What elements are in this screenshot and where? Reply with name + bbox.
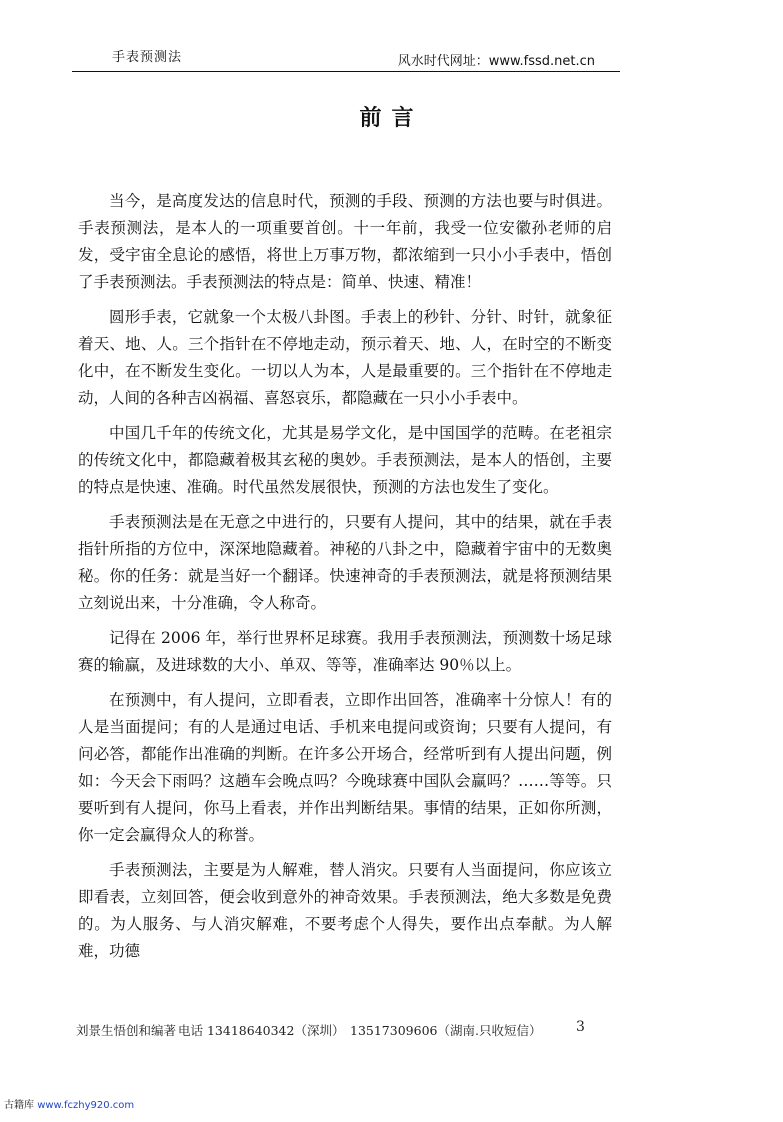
paragraph-5: 记得在 2006 年，举行世界杯足球赛。我用手表预测法，预测数十场足球赛的输赢，及进球数的大小、单双、等等，准确率达 90％以上。 (78, 629, 612, 674)
paragraph-6: 在预测中，有人提问，立即看表，立即作出回答，准确率十分惊人！有的人是当面提问；有的人是通过电话、手机来电提问或资询；只要有人提问，有问必答，都能作出准确的判断。在许多公开场合，经常听到有人提出问题，例如：今天会下雨吗？这趟车会晚点吗？今晚球赛中国队会赢吗？……等等。只要听到有人提问，你马上看表，并作出判断结果。事情的结果，正如你所测，你一定会赢得众人的称誉。 (78, 691, 612, 844)
watermark-label: 古籍库 (4, 1100, 34, 1111)
footer-phone-hunan: 13517309606（湖南.只收短信） (350, 1023, 542, 1038)
watermark-url: www.fczhy920.com (37, 1100, 135, 1111)
footer-phone-shenzhen: 电话 13418640342（深圳） (178, 1023, 345, 1038)
header-website-label: 风水时代网址： (397, 54, 489, 69)
footer-author: 刘景生悟创和编著 (76, 1023, 177, 1038)
header-website (398, 50, 595, 69)
source-watermark (4, 1096, 134, 1111)
header-book-title: 手表预测法 (112, 50, 183, 65)
paragraph-4: 手表预测法是在无意之中进行的，只要有人提问，其中的结果，就在手表指针所指的方位中，深深地隐藏着。神秘的八卦之中，隐藏着宇宙中的无数奥秘。你的任务：就是当好一个翻译。快速神奇的手表预测法，就是将预测结果立刻说出来，十分准确，令人称奇。 (78, 513, 612, 612)
header-website-url: www.fssd.net.cn (488, 54, 595, 69)
paragraph-7: 手表预测法，主要是为人解难，替人消灾。只要有人当面提问，你应该立即看表，立刻回答，便会收到意外的神奇效果。手表预测法，绝大多数是免费的。为人服务、与人消灾解难，不要考虑个人得失，要作出点奉献。为人解难，功德 (78, 861, 612, 960)
page-title: 前言 (359, 105, 424, 131)
header-divider (72, 71, 620, 72)
body-text (78, 188, 612, 973)
page-number: 3 (576, 1019, 585, 1035)
paragraph-1: 当今，是高度发达的信息时代，预测的手段、预测的方法也要与时俱进。手表预测法，是本人的一项重要首创。十一年前，我受一位安徽孙老师的启发，受宇宙全息论的感悟，将世上万事万物，都浓缩到一只小小手表中，悟创了手表预测法。手表预测法的特点是：简单、快速、精准！ (78, 192, 612, 291)
paragraph-2: 圆形手表，它就象一个太极八卦图。手表上的秒针、分针、时针，就象征着天、地、人。三个指针在不停地走动，预示着天、地、人，在时空的不断变化中，在不断发生变化。一切以人为本，人是最重要的。三个指针在不停地走动，人间的各种吉凶祸福、喜怒哀乐，都隐藏在一只小小手表中。 (78, 308, 612, 407)
paragraph-3: 中国几千年的传统文化，尤其是易学文化，是中国国学的范畴。在老祖宗的传统文化中，都隐藏着极其玄秘的奥妙。手表预测法，是本人的悟创，主要的特点是快速、准确。时代虽然发展很快，预测的方法也发生了变化。 (78, 424, 612, 496)
